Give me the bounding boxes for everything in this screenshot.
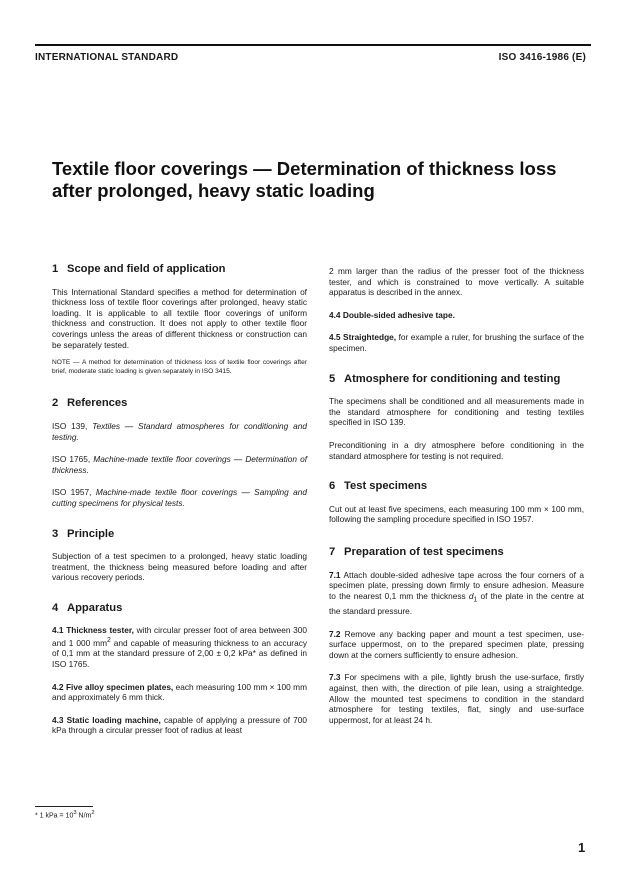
item-4-5: 4.5 Straightedge, for example a ruler, for brushing the surface of the specimen. [329, 332, 584, 353]
footnote-rule [35, 806, 93, 807]
reference-iso-1957: ISO 1957, Machine-made textile floor coverings — Sampling and cutting specimens for physical tests. [52, 487, 307, 508]
section-3-paragraph: Subjection of a test specimen to a prolonged, heavy static loading treatment, the thickness being measured before loading and after various recovery periods. [52, 551, 307, 583]
item-7-3: 7.3 For specimens with a pile, lightly brush the use-surface, firstly against, then with, the direction of pile lean, using a straightedge. Allow the mounted test specimens to condition in the standard atmosphere for testing textiles, flat, singly and use-surface uppermost, for at least 24 h. [329, 672, 584, 725]
title-line-1: Textile floor coverings — Determination of thickness loss [52, 158, 557, 179]
section-6-heading: 6 Test specimens [329, 480, 428, 493]
standard-label: INTERNATIONAL STANDARD [35, 52, 179, 63]
item-4-3: 4.3 Static loading machine, capable of applying a pressure of 700 kPa through a circular presser foot of radius at least [52, 714, 307, 736]
item-4-4: 4.4 Double-sided adhesive tape. [329, 309, 455, 320]
section-1-note: NOTE — A method for determination of thickness loss of textile floor coverings after brief, moderate static loading is given separately in ISO 3415. [52, 359, 307, 375]
document-title [52, 158, 592, 202]
document-number: ISO 3416-1986 (E) [498, 52, 586, 63]
item-4-1: 4.1 Thickness tester, with circular presser foot of area between 300 and 1 000 $mm^2$ and capable of measuring thickness to an accuracy of 0,1 mm at the standard pressure of 2,00 ± 0,2 kPa* as defined in ISO 1765. [52, 625, 307, 670]
reference-iso-1765: ISO 1765, Machine-made textile floor coverings — Determination of thickness. [52, 454, 307, 475]
section-4-heading: 4 Apparatus [52, 601, 123, 614]
title-line-2: after prolonged, heavy static loading [52, 180, 375, 201]
item-7-1: 7.1 Attach double-sided adhesive tape across the four corners of a specimen plate, pressing down firmly to ensure adhesion. Measure to the nearest 0,1 mm the thickness $d_1$ of the plate in the centre at the standard pressure. [329, 569, 584, 616]
section-6-paragraph: Cut out at least five specimens, each measuring 100 mm × 100 mm, following the sampling procedure specified in ISO 1957. [329, 503, 584, 525]
section-5-heading: 5 Atmosphere for conditioning and testing [329, 372, 561, 385]
right-column [329, 266, 584, 734]
footnote: * 1 kPa = $10^3$ $N/m^2$ [35, 810, 95, 820]
section-7-heading: 7 Preparation of test specimens [329, 545, 504, 558]
section-3-heading: 3 Principle [52, 527, 115, 540]
item-7-2: 7.2 Remove any backing paper and mount a test specimen, use-surface uppermost, on to the prepared specimen plate, pressing down at the corners sufficiently to ensure adhesion. [329, 628, 584, 660]
top-rule [35, 44, 591, 46]
reference-iso-139: ISO 139, Textiles — Standard atmospheres for conditioning and testing. [52, 420, 307, 442]
section-1-heading: 1 Scope and field of application [52, 263, 226, 275]
section-5-paragraph-2: Preconditioning in a dry atmosphere before conditioning in the standard atmosphere for testing is not required. [329, 439, 584, 461]
section-2-heading: 2 References [52, 397, 128, 410]
item-4-2: 4.2 Five alloy specimen plates, each measuring 100 mm × 100 mm and approximately 6 mm thick. [52, 681, 307, 703]
item-4-3-continued: 2 mm larger than the radius of the presser foot of the thickness tester, and which is constrained to move vertically. A suitable apparatus is described in the annex. [329, 266, 584, 298]
section-5-paragraph-1: The specimens shall be conditioned and all measurements made in the standard atmosphere for conditioning and testing textiles specified in ISO 139. [329, 396, 584, 428]
page-number: 1 [578, 840, 586, 855]
section-1-paragraph: This International Standard specifies a method for determination of thickness loss of textile floor coverings after prolonged, heavy static loading. It is applicable to all textile floor coverings of uniform thickness and construction. It does not apply to other textile floor coverings unless the areas of different thickness or construction can be separately tested. [52, 286, 307, 350]
left-column [52, 264, 307, 745]
